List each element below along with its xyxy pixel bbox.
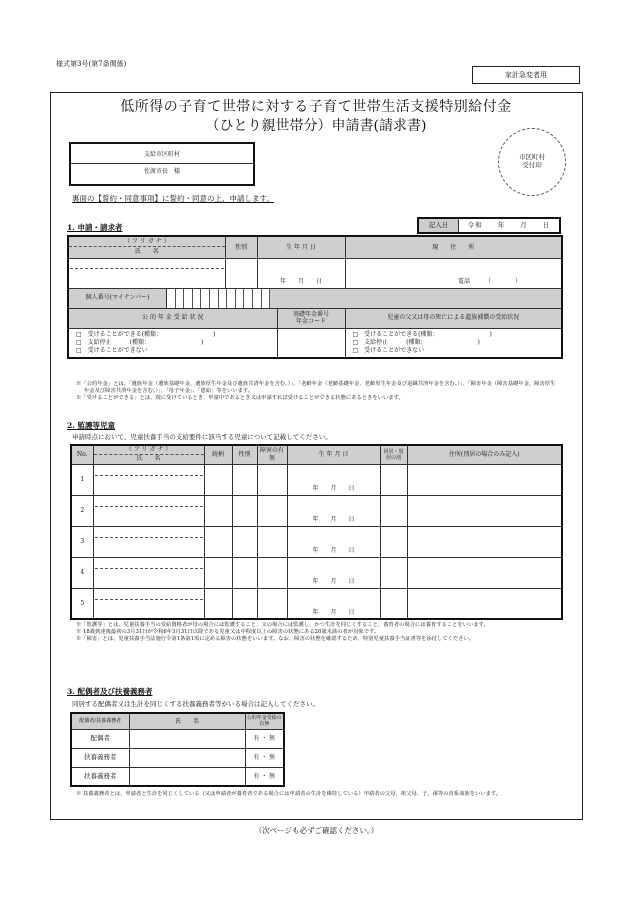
- child-relation-field[interactable]: [204, 526, 232, 557]
- child-relation-field[interactable]: [204, 464, 232, 495]
- table-row: [71, 748, 284, 767]
- dependent-name-field[interactable]: [129, 767, 245, 786]
- section1-note: ※「公的年金」とは、「遺族年金（遺族基礎年金、遺族厚生年金及び遺族共済年金を含む。）」、「老齢年金（老齢基礎年金、老齢厚生年金及び退職共済年金を含む。）」、「障害年金（障害基礎年金、障害厚生年金及び障害共済年金を含む。）」、「母子年金」、「恩給」等をいいます。: [76, 381, 556, 395]
- cohabit-header: 同居・別居の別: [380, 445, 407, 464]
- spouse-kind: 配偶者: [71, 729, 129, 748]
- child-address-field[interactable]: [407, 495, 562, 526]
- applicant-address-field[interactable]: 電話 （ ）: [345, 258, 562, 288]
- child-cohabit-field[interactable]: [380, 557, 407, 588]
- child-row-number: 4: [71, 557, 93, 588]
- child-disability-field[interactable]: [257, 526, 287, 557]
- child-sex-field[interactable]: [232, 495, 257, 526]
- child-disability-field[interactable]: [257, 464, 287, 495]
- entry-date-label: 記入日: [419, 219, 459, 232]
- sex-header: 性別: [225, 236, 257, 258]
- form-title: 低所得の子育て世帯に対する子育て世帯生活支援特別給付金: [120, 99, 512, 115]
- dependent-kind: 扶養義務者: [71, 767, 129, 786]
- spouse-pension-header: 公的年金受給の有無: [245, 713, 284, 729]
- birth-header: 生 年 月 日: [257, 236, 345, 258]
- dependent-pension-field[interactable]: 有 ・ 無: [245, 767, 284, 786]
- furigana-header: （ フ リ ガ ナ ）: [68, 236, 225, 246]
- child-relation-field[interactable]: [204, 588, 232, 619]
- pension-options: [68, 328, 277, 358]
- child-birth-field[interactable]: 年 月 日: [287, 495, 380, 526]
- section2-note: ※「障害」とは、児童扶養手当法施行令第1条第1項に定める障害の状態をいいます。なお、障害の状態を確認するため、特別児童扶養手当証書等を添付してください。: [76, 636, 475, 643]
- section3-intro: 同居する配偶者又は生計を同じくする扶養義務者等がいる場合は記入してください。: [72, 700, 319, 708]
- child-birth-field[interactable]: 年 月 日: [287, 464, 380, 495]
- child-address-field[interactable]: [407, 464, 562, 495]
- child-birth-header: 生 年 月 日: [287, 445, 380, 464]
- section2-note: ※ 18歳到達後最初の3月31日が令和6年3月31日以降である児童又は中程度以上の障害の状態にある20歳未満の者が対象です。: [76, 629, 380, 636]
- child-cohabit-field[interactable]: [380, 588, 407, 619]
- footer-note: （次ページも必ずご確認ください。）: [254, 826, 379, 835]
- child-address-field[interactable]: [407, 588, 562, 619]
- child-cohabit-field[interactable]: [380, 464, 407, 495]
- spouse-name-header: 氏 名: [129, 713, 245, 729]
- child-sex-header: 性別: [232, 445, 257, 464]
- child-birth-field[interactable]: 年 月 日: [287, 557, 380, 588]
- child-cohabit-field[interactable]: [380, 526, 407, 557]
- child-cohabit-field[interactable]: [380, 495, 407, 526]
- table-row: [71, 729, 284, 748]
- spouse-table: [70, 712, 285, 787]
- child-name-field[interactable]: [93, 588, 204, 619]
- pension-option-receivable[interactable]: □ 受けることができる(種類： ): [76, 330, 216, 338]
- child-sex-field[interactable]: [232, 557, 257, 588]
- children-table: [70, 444, 563, 620]
- child-name-field[interactable]: [93, 526, 204, 557]
- bereaved-status-header: 児童の父又は母の死亡による遺族補償の受給状況: [345, 308, 562, 328]
- child-relation-field[interactable]: [204, 495, 232, 526]
- child-disability-field[interactable]: [257, 557, 287, 588]
- child-row-number: 3: [71, 526, 93, 557]
- child-relation-field[interactable]: [204, 557, 232, 588]
- applicant-name-field[interactable]: [68, 258, 225, 288]
- section2-note: ※「監護等」とは、児童扶養手当の受給資格者が母の場合には監護すること、父の場合には監護し、かつ生計を同じくすること、養育者の場合には養育することをいいます。: [76, 622, 489, 628]
- section3-note: ※ 扶養義務者とは、申請者と生計を同じくしている（又は申請者が養育者である場合には申請者の生計を維持している）申請者の父母、祖父母、子、孫等の直系血族をいいます。: [76, 791, 502, 797]
- mynumber-field[interactable]: [167, 289, 270, 308]
- bereaved-option-receivable[interactable]: □ 受けることができる(種類： ): [352, 330, 492, 338]
- mynumber-label: 個人番号(マイナンバー): [69, 289, 167, 308]
- child-sex-field[interactable]: [232, 464, 257, 495]
- child-address-header: 住所(別居の場合のみ記入): [407, 445, 562, 464]
- table-row: [71, 526, 562, 557]
- name-header: 氏 名: [68, 246, 225, 258]
- table-row: [71, 557, 562, 588]
- top-label: 家計急変者用: [472, 66, 580, 84]
- section2-title: 2. 監護等児童: [67, 421, 115, 430]
- applicant-table: [67, 235, 563, 359]
- child-sex-field[interactable]: [232, 588, 257, 619]
- child-address-field[interactable]: [407, 526, 562, 557]
- address-header: 現 住 所: [345, 236, 562, 258]
- child-name-field[interactable]: [93, 557, 204, 588]
- pension-option-not-receivable[interactable]: □ 受けることができない: [76, 346, 148, 354]
- child-row-number: 1: [71, 464, 93, 495]
- disability-header: 障害の有無: [257, 445, 287, 464]
- table-row: [71, 495, 562, 526]
- child-disability-field[interactable]: [257, 588, 287, 619]
- addressee-name: 佐渡市長 様: [143, 167, 180, 175]
- section1-note: ※「受けることができる」とは、現に受けているとき、申請中であるとき又は申請すれば受けることができる状態にあるときをいいます。: [76, 395, 404, 402]
- bereaved-option-not-receivable[interactable]: □ 受けることができない: [352, 346, 425, 354]
- addressee-box: [69, 142, 255, 186]
- pension-code-field[interactable]: [277, 328, 345, 358]
- table-row: [71, 588, 562, 619]
- bereaved-options: [345, 328, 562, 358]
- bereaved-option-suspended[interactable]: □ 支給停止 (種類： ): [352, 338, 480, 346]
- child-name-header: 氏 名: [93, 454, 204, 464]
- addressee-label: 支給市区町村: [143, 151, 180, 158]
- pension-code-header: 基礎年金番号 年金コード: [277, 308, 345, 328]
- child-name-field[interactable]: [93, 495, 204, 526]
- spouse-name-field[interactable]: [129, 729, 245, 748]
- section1-notes: [76, 381, 556, 402]
- pension-status-header: 公 的 年 金 受 給 状 況: [68, 308, 277, 328]
- applicant-birth-field[interactable]: 年 月 日: [257, 258, 345, 288]
- child-sex-field[interactable]: [232, 526, 257, 557]
- pledge-text: 裏面の【誓約・同意事項】に誓約・同意の上、申請します。: [72, 194, 274, 203]
- dependent-pension-field[interactable]: 有 ・ 無: [245, 748, 284, 767]
- entry-date-box: [417, 217, 561, 234]
- applicant-sex-field[interactable]: [225, 258, 257, 288]
- form-code: 様式第3号(第7条関係): [56, 60, 127, 68]
- child-disability-field[interactable]: [257, 495, 287, 526]
- dependent-kind: 扶養義務者: [71, 748, 129, 767]
- table-row: [71, 464, 562, 495]
- child-birth-field[interactable]: 年 月 日: [287, 526, 380, 557]
- child-furigana-header: （ フ リ ガ ナ ）: [93, 445, 204, 454]
- pension-option-suspended[interactable]: □ 支給停止 (種類： ): [76, 338, 204, 346]
- child-row-number: 2: [71, 495, 93, 526]
- section3-title: 3. 配偶者及び扶養義務者: [67, 687, 153, 696]
- entry-date-field[interactable]: 令和 年 月 日: [467, 221, 551, 230]
- no-header: No.: [71, 445, 93, 464]
- relation-header: 続柄: [204, 445, 232, 464]
- section2-intro: 申請時点において、児童扶養手当の支給要件に該当する児童について記載してください。: [72, 433, 332, 441]
- child-name-field[interactable]: [93, 464, 204, 495]
- kind-header: 配偶者/扶養義務者: [71, 713, 129, 729]
- reception-stamp-area: 市区町村 受付印: [498, 128, 566, 196]
- spouse-pension-field[interactable]: 有 ・ 無: [245, 729, 284, 748]
- table-row: [71, 767, 284, 786]
- section1-title: 1. 申請・請求者: [67, 223, 123, 232]
- form-subtitle: （ひとり親世帯分）申請書(請求書): [205, 118, 427, 134]
- child-address-field[interactable]: [407, 557, 562, 588]
- dependent-name-field[interactable]: [129, 748, 245, 767]
- section2-notes: [76, 622, 556, 643]
- section3-notes: [76, 791, 556, 798]
- child-birth-field[interactable]: 年 月 日: [287, 588, 380, 619]
- child-row-number: 5: [71, 588, 93, 619]
